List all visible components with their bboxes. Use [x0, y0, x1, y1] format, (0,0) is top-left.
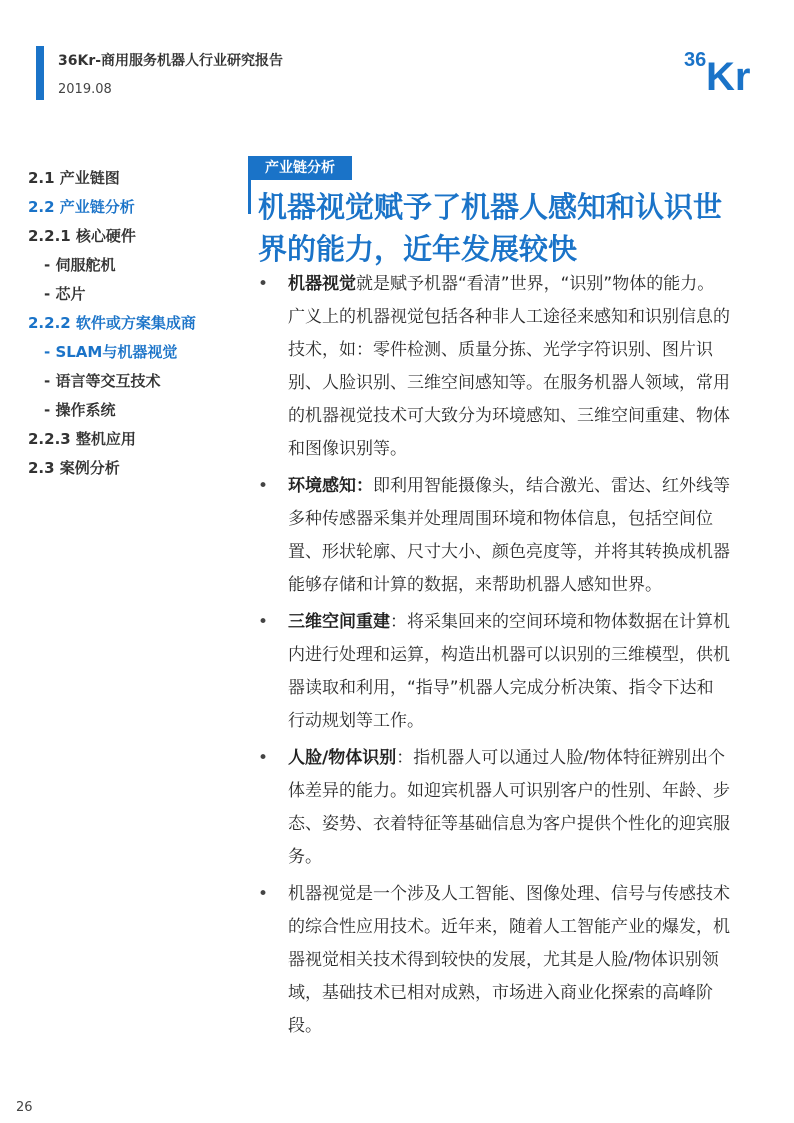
toc-item[interactable]: 2.3 案例分析 — [28, 459, 120, 477]
toc-item[interactable]: 2.2.2 软件或方案集成商 — [28, 314, 196, 332]
toc-item[interactable]: 2.2.3 整机应用 — [28, 430, 136, 448]
toc-item[interactable]: - SLAM与机器视觉 — [44, 343, 178, 361]
bullet-term: 三维空间重建 — [288, 612, 390, 632]
bullet-dot-icon: • — [258, 748, 269, 768]
report-title: 36Kr-商用服务机器人行业研究报告 — [58, 53, 284, 69]
bullet-list — [256, 268, 730, 1047]
svg-text:Kr: Kr — [706, 55, 751, 94]
bullet-term: 环境感知： — [288, 476, 373, 496]
bullet-term: 机器视觉 — [288, 274, 356, 294]
svg-text:36: 36 — [684, 49, 707, 71]
bullet-text: 机器视觉是一个涉及人工智能、图像处理、信号与传感技术的综合性应用技术。近年来，随着人工智能产业的爆发，机器视觉相关技术得到较快的发展，尤其是人脸/物体识别领域，基础技术已相对成熟，市场进入商业化探索的高峰阶段。 — [288, 884, 730, 1036]
toc-item[interactable]: 2.2.1 核心硬件 — [28, 227, 136, 245]
36kr-logo — [684, 42, 764, 94]
bullet-text: ：指机器人可以通过人脸/物体特征辨别出个体差异的能力。如迎宾机器人可识别客户的性别、年龄、步态、姿势、衣着特征等基础信息为客户提供个性化的迎宾服务。 — [288, 748, 730, 867]
bullet-dot-icon: • — [258, 274, 269, 294]
report-date: 2019.08 — [58, 82, 112, 97]
bullet-text: 即利用智能摄像头，结合激光、雷达、红外线等多种传感器采集并处理周围环境和物体信息，包括空间位置、形状轮廓、尺寸大小、颜色亮度等，并将其转换成机器能够存储和计算的数据，来帮助机器人感知世界。 — [288, 476, 730, 595]
bullet-item — [256, 742, 730, 874]
bullet-item — [256, 268, 730, 466]
toc-item[interactable]: 2.1 产业链图 — [28, 169, 120, 187]
bullet-item — [256, 878, 730, 1043]
toc-item[interactable]: - 操作系统 — [44, 401, 116, 419]
page-number: 26 — [16, 1100, 33, 1115]
toc-item[interactable]: - 芯片 — [44, 285, 86, 303]
bullet-dot-icon: • — [258, 612, 269, 632]
header-accent-bar — [36, 46, 44, 100]
page-title: 机器视觉赋予了机器人感知和认识世界的能力，近年发展较快 — [258, 190, 723, 266]
toc-item[interactable]: - 伺服舵机 — [44, 256, 116, 274]
table-of-contents — [28, 164, 238, 483]
title-accent-rule — [248, 180, 251, 214]
bullet-item — [256, 606, 730, 738]
bullet-item — [256, 470, 730, 602]
bullet-term: 人脸/物体识别 — [288, 748, 397, 768]
bullet-text: ：将采集回来的空间环境和物体数据在计算机内进行处理和运算，构造出机器可以识别的三维模型，供机器读取和利用，“指导”机器人完成分析决策、指令下达和行动规划等工作。 — [288, 612, 730, 731]
toc-item[interactable]: - 语言等交互技术 — [44, 372, 161, 390]
section-tag: 产业链分析 — [248, 156, 352, 180]
bullet-text: 就是赋予机器“看清”世界，“识别”物体的能力。广义上的机器视觉包括各种非人工途径来感知和识别信息的技术，如：零件检测、质量分拣、光学字符识别、图片识别、人脸识别、三维空间感知等。在服务机器人领域，常用的机器视觉技术可大致分为环境感知、三维空间重建、物体和图像识别等。 — [288, 274, 730, 459]
toc-item[interactable]: 2.2 产业链分析 — [28, 198, 135, 216]
bullet-dot-icon: • — [258, 476, 269, 496]
bullet-dot-icon: • — [258, 884, 269, 904]
